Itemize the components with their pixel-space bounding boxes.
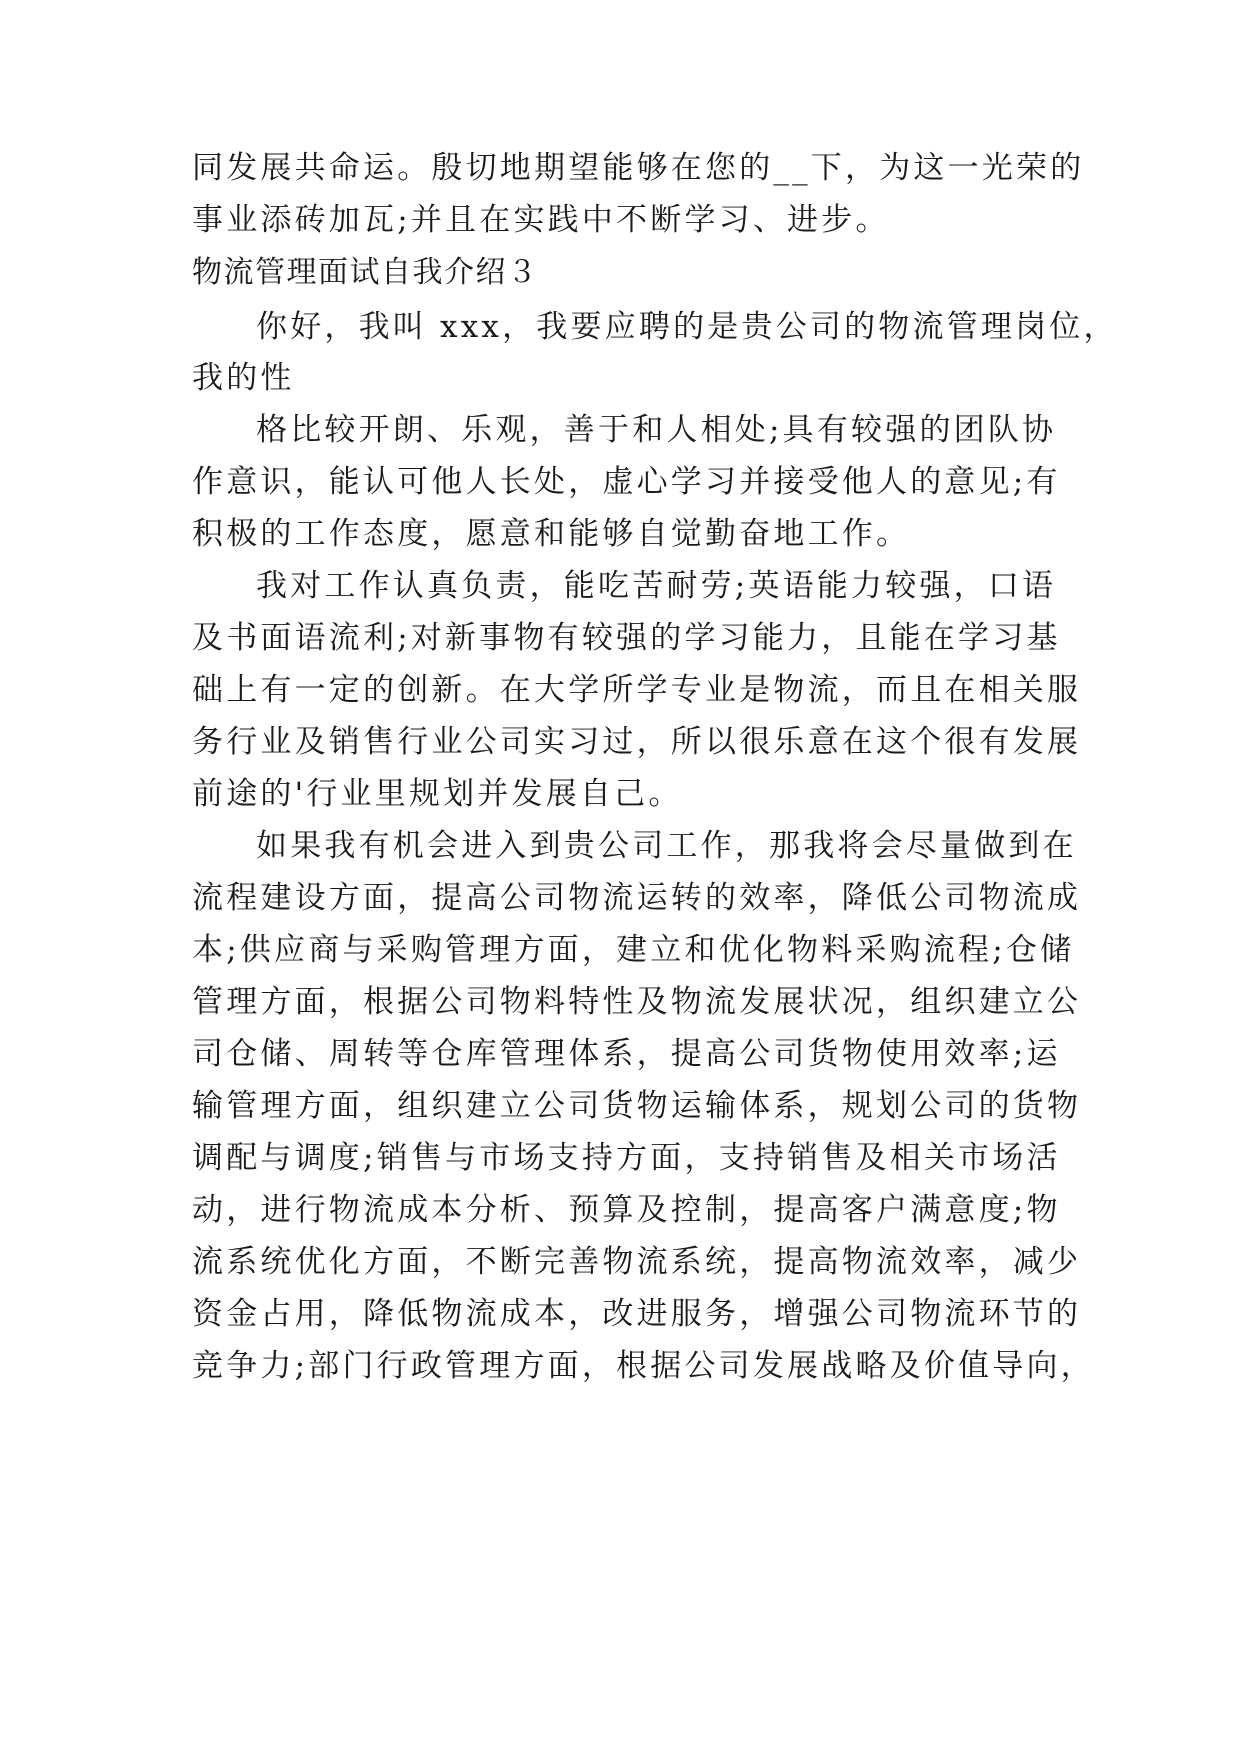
text-line: 础上有一定的创新。在大学所学专业是物流，而且在相关服 (192, 672, 1082, 708)
text-line: 同发展共命运。殷切地期望能够在您的__下，为这一光荣的 (192, 150, 1085, 186)
text-line: 流系统优化方面，不断完善物流系统，提高物流效率，减少 (192, 1244, 1082, 1280)
text-line: 竞争力;部门行政管理方面，根据公司发展战略及价值导向， (192, 1348, 1095, 1384)
text-line: 格比较开朗、乐观，善于和人相处;具有较强的团队协 (256, 412, 1057, 448)
text-line: 资金占用，降低物流成本，改进服务，增强公司物流环节的 (192, 1296, 1082, 1332)
text-line: 作意识，能认可他人长处，虚心学习并接受他人的意见;有 (192, 464, 1061, 500)
text-line: 输管理方面，组织建立公司货物运输体系，规划公司的货物 (192, 1088, 1082, 1124)
text-line: 管理方面，根据公司物料特性及物流发展状况，组织建立公 (192, 984, 1082, 1020)
section-title: 物流管理面试自我介绍３ (192, 255, 539, 290)
text-line: 你好，我叫 xxx，我要应聘的是贵公司的物流管理岗位， (256, 309, 1118, 345)
text-line: 前途的'行业里规划并发展自己。 (192, 776, 683, 812)
text-line: 本;供应商与采购管理方面，建立和优化物料采购流程;仓储 (192, 932, 1075, 968)
text-line: 及书面语流利;对新事物有较强的学习能力，且能在学习基 (192, 620, 1061, 656)
text-line: 动，进行物流成本分析、预算及控制，提高客户满意度;物 (192, 1192, 1061, 1228)
text-line: 我对工作认真负责，能吃苦耐劳;英语能力较强，口语 (256, 568, 1057, 604)
text-line: 司仓储、周转等仓库管理体系，提高公司货物使用效率;运 (192, 1036, 1061, 1072)
text-line: 事业添砖加瓦;并且在实践中不断学习、进步。 (192, 202, 890, 238)
text-line: 我的性 (192, 360, 295, 396)
text-line: 调配与调度;销售与市场支持方面，支持销售及相关市场活 (192, 1140, 1061, 1176)
text-line: 积极的工作态度，愿意和能够自觉勤奋地工作。 (192, 516, 911, 552)
text-line: 流程建设方面，提高公司物流运转的效率，降低公司物流成 (192, 880, 1082, 916)
text-line: 务行业及销售行业公司实习过，所以很乐意在这个很有发展 (192, 724, 1082, 760)
text-line: 如果我有机会进入到贵公司工作，那我将会尽量做到在 (256, 828, 1077, 864)
